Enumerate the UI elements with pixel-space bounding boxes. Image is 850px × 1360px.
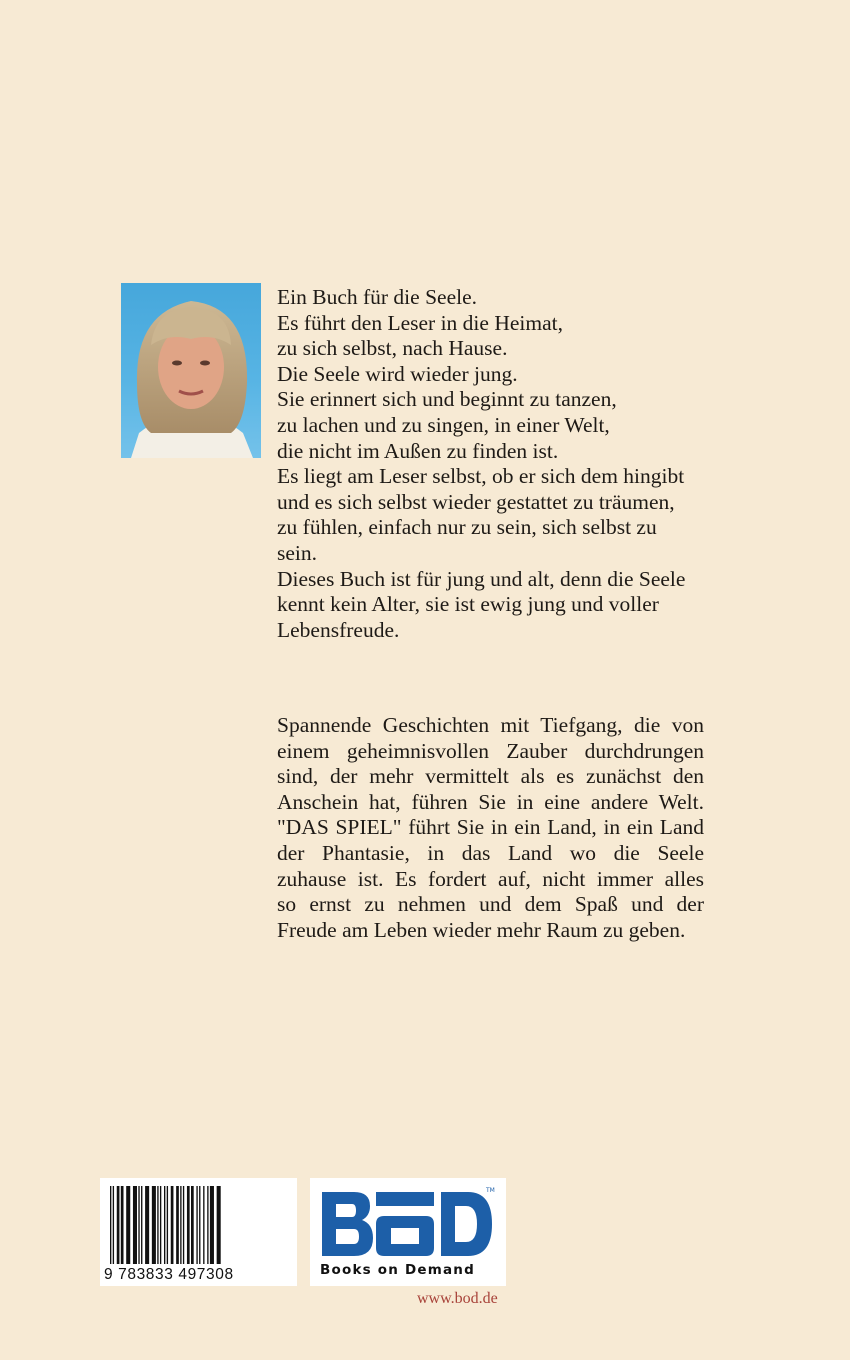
isbn-barcode	[100, 1178, 297, 1286]
story-line: so ernst zu nehmen und dem Spaß und der	[277, 892, 704, 917]
publisher-url[interactable]: www.bod.de	[417, 1290, 498, 1307]
barcode-bar	[199, 1186, 200, 1264]
barcode-bar	[167, 1186, 168, 1264]
publisher-logo-box	[310, 1178, 506, 1286]
bod-logo-icon	[320, 1186, 500, 1262]
barcode-bar	[141, 1186, 142, 1264]
barcode-bar	[207, 1186, 208, 1264]
trademark-mark: TM	[486, 1187, 495, 1194]
barcode-bar	[176, 1186, 179, 1264]
barcode-bar	[191, 1186, 194, 1264]
blurb-line: Dieses Buch ist für jung und alt, denn die Seele	[277, 566, 686, 591]
blurb-line: Ein Buch für die Seele.	[277, 285, 478, 309]
story-line: Spannende Geschichten mit Tiefgang, die von	[277, 713, 704, 737]
blurb-line: und es sich selbst wieder gestattet zu träumen,	[277, 489, 675, 514]
story-line: einem geheimnisvollen Zauber durchdrungen	[277, 738, 704, 763]
barcode-bar	[110, 1186, 111, 1264]
barcode-bars	[108, 1186, 290, 1266]
story-line: Anschein hat, führen Sie in eine andere Welt.	[277, 789, 704, 814]
blurb-line: Es führt den Leser in die Heimat,	[277, 310, 563, 335]
barcode-digits: 9 783833 497308	[104, 1266, 296, 1284]
author-portrait-image	[121, 283, 261, 458]
blurb-line: zu sich selbst, nach Hause.	[277, 336, 508, 361]
barcode-bar	[180, 1186, 181, 1264]
barcode-bar	[171, 1186, 174, 1264]
story-description	[277, 713, 704, 943]
blurb-line: sein.	[277, 540, 318, 565]
story-line: sind, der mehr vermittelt als es zunächst den	[277, 764, 704, 789]
blurb-line: die nicht im Außen zu finden ist.	[277, 438, 559, 463]
blurb-line: kennt kein Alter, sie ist ewig jung und voller	[277, 592, 659, 617]
barcode-bar	[138, 1186, 139, 1264]
story-line: "DAS SPIEL" führt Sie in ein Land, in ein Land	[277, 815, 704, 840]
barcode-bar	[145, 1186, 149, 1264]
barcode-bar	[217, 1186, 221, 1264]
barcode-bar	[157, 1186, 158, 1264]
barcode-bar	[210, 1186, 214, 1264]
blurb-line: Sie erinnert sich und beginnt zu tanzen,	[277, 387, 617, 412]
story-line: der Phantasie, in das Land wo die Seele	[277, 840, 704, 865]
blurb-text	[277, 285, 707, 643]
barcode-bar	[164, 1186, 165, 1264]
barcode-bar	[133, 1186, 137, 1264]
blurb-line: zu fühlen, einfach nur zu sein, sich selbst zu	[277, 515, 657, 540]
story-line: zuhause ist. Es fordert auf, nicht immer alles	[277, 866, 704, 891]
story-line: Freude am Leben wieder mehr Raum zu geben.	[277, 917, 686, 942]
bod-tagline: Books on Demand	[320, 1262, 475, 1278]
barcode-bar	[121, 1186, 124, 1264]
author-photo	[121, 283, 261, 458]
blurb-line: zu lachen und zu singen, in einer Welt,	[277, 412, 610, 437]
barcode-bar	[113, 1186, 114, 1264]
barcode-bar	[187, 1186, 190, 1264]
barcode-bar	[196, 1186, 197, 1264]
blurb-line: Lebensfreude.	[277, 617, 400, 642]
blurb-line: Die Seele wird wieder jung.	[277, 361, 518, 386]
blurb-line: Es liegt am Leser selbst, ob er sich dem hingibt	[277, 464, 685, 489]
barcode-bar	[203, 1186, 204, 1264]
barcode-bar	[183, 1186, 184, 1264]
barcode-bar	[126, 1186, 130, 1264]
barcode-bar	[160, 1186, 161, 1264]
barcode-bar	[117, 1186, 120, 1264]
barcode-bar	[152, 1186, 156, 1264]
